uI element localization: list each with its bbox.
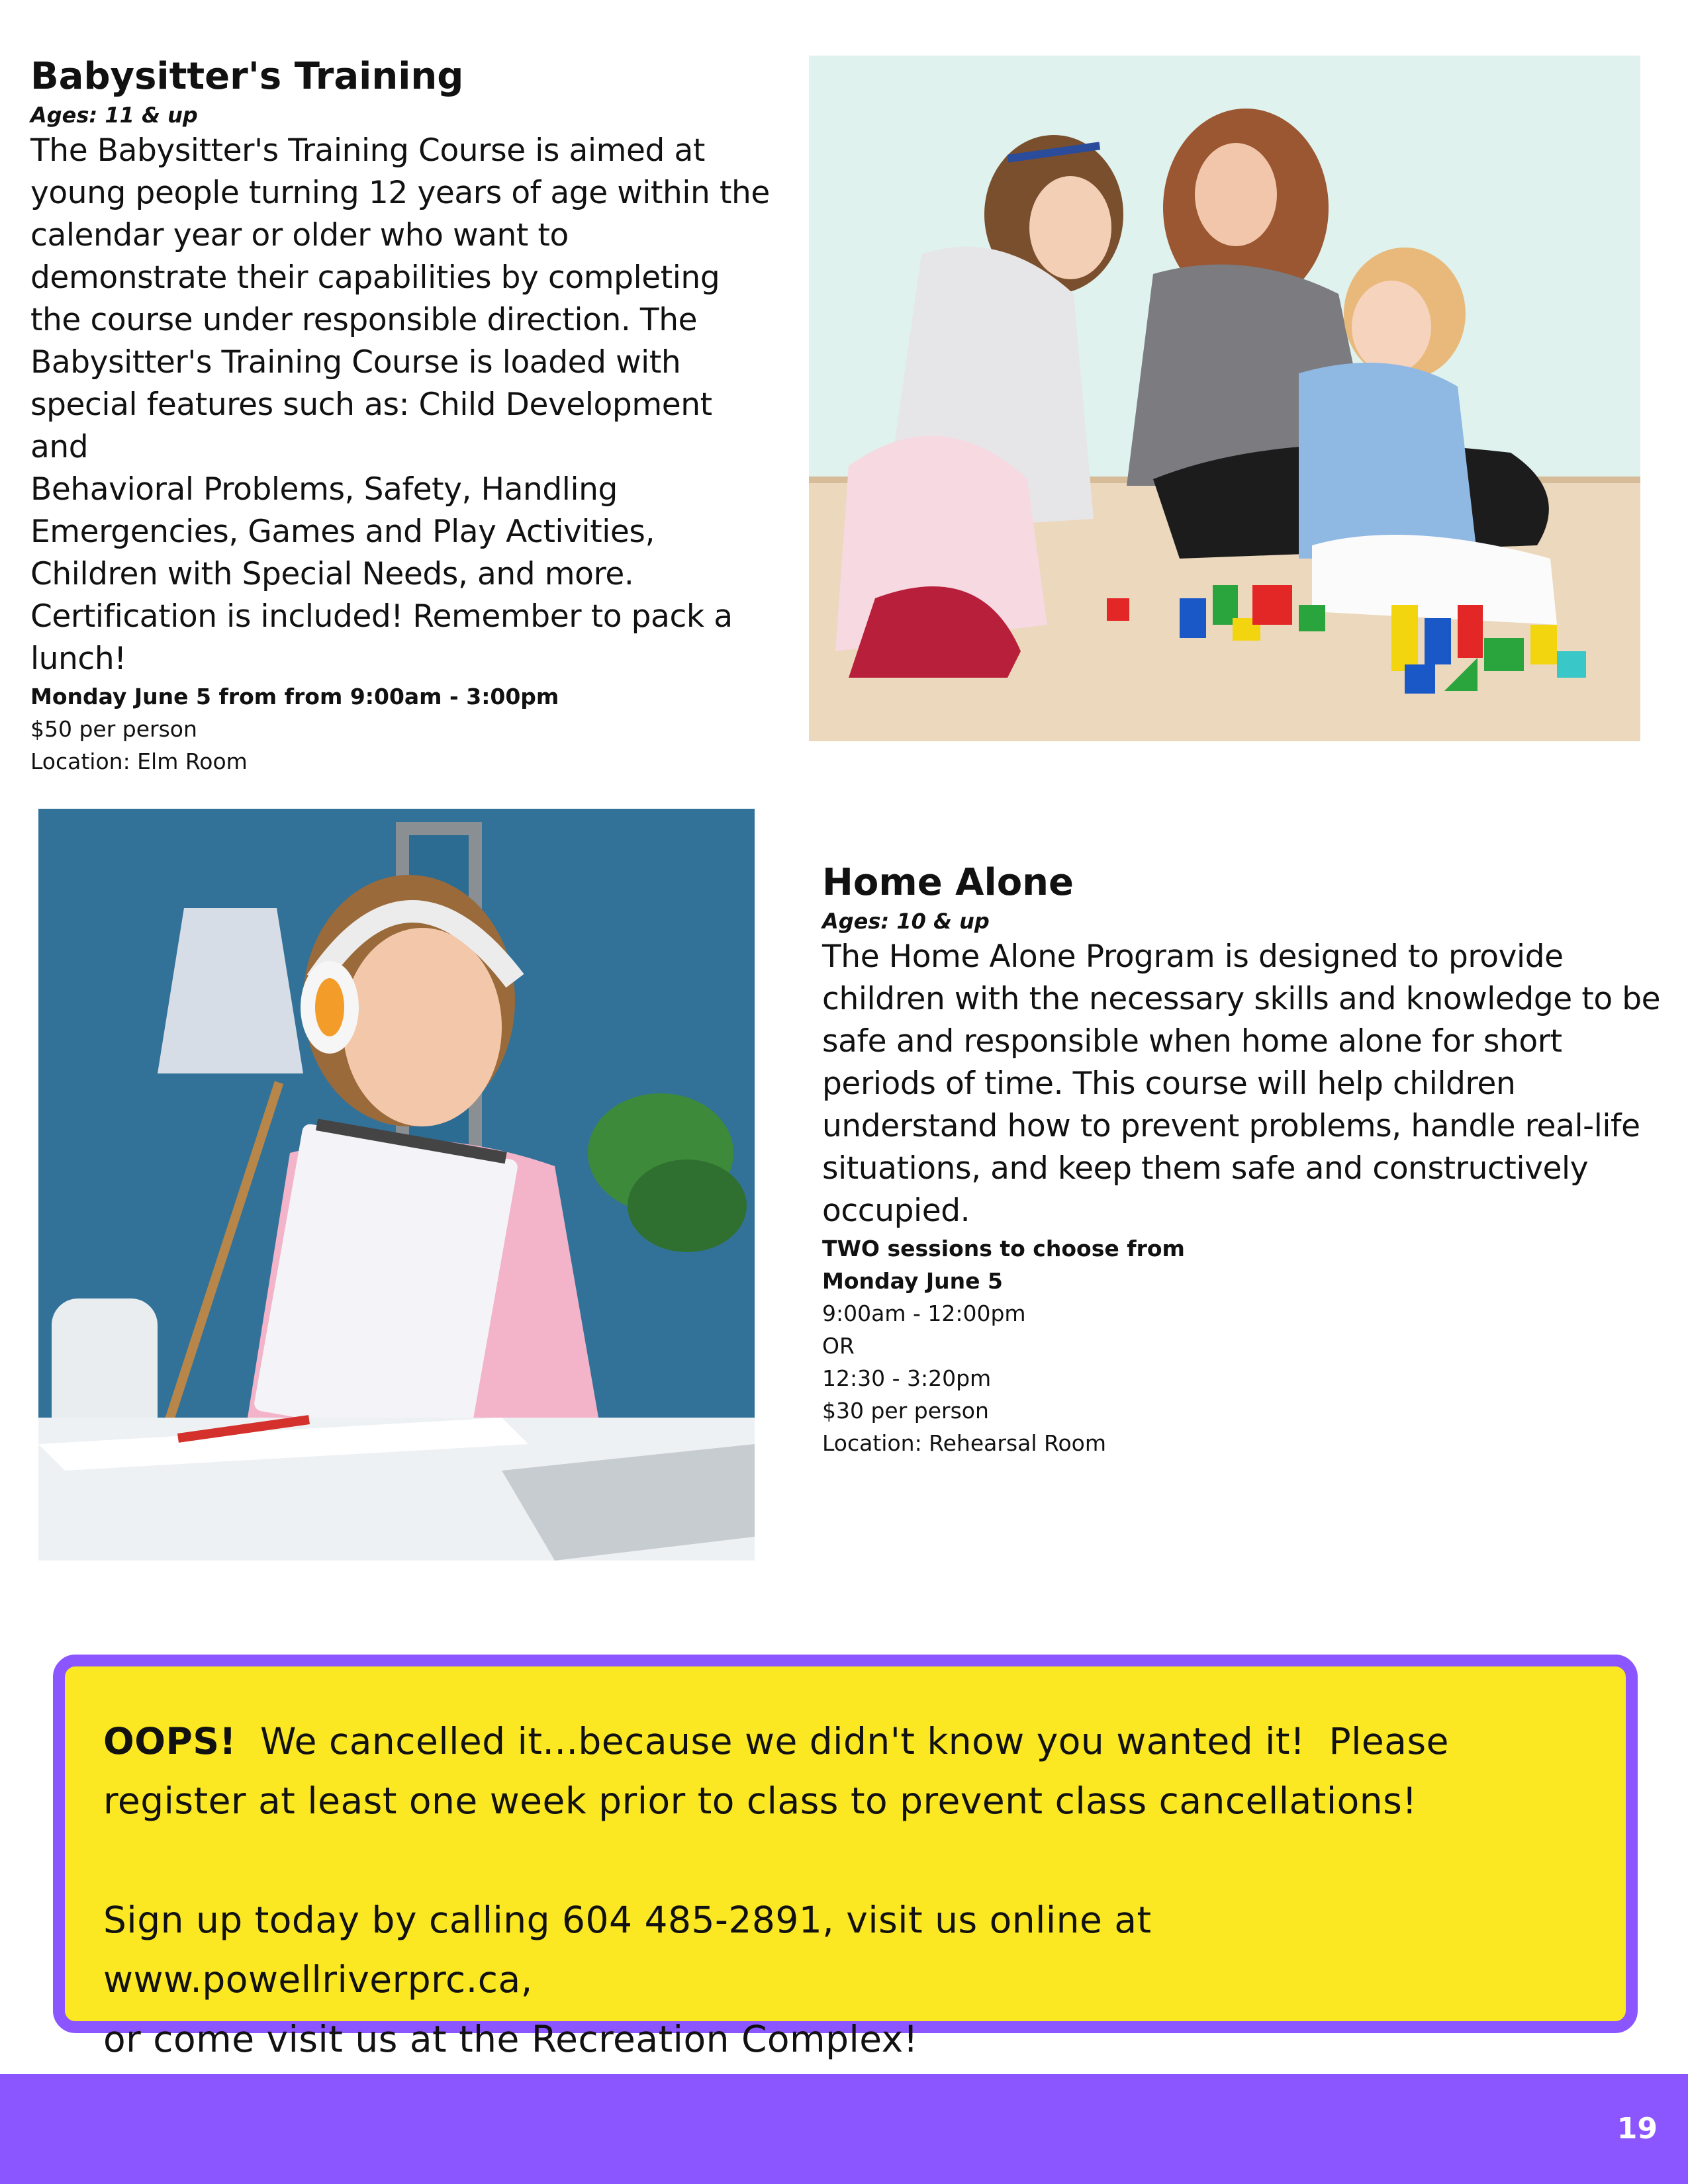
notice-line-1-text: We cancelled it...because we didn't know you wanted it! Please [236, 1720, 1449, 1762]
home-alone-time-2: 12:30 - 3:20pm [822, 1365, 992, 1391]
description-line: Certification is included! Remember to pack a [30, 598, 733, 635]
babysitter-title: Babysitter's Training [30, 55, 464, 98]
description-line: Children with Special Needs, and more. [30, 556, 634, 592]
description-line: situations, and keep them safe and constructively [822, 1150, 1589, 1187]
description-line: safe and responsible when home alone for short [822, 1023, 1562, 1060]
oops-label: OOPS! [103, 1720, 237, 1762]
page-number: 19 [1617, 2112, 1658, 2146]
home-alone-ages: Ages: 10 & up [822, 909, 990, 934]
home-alone-section [822, 859, 1663, 1459]
description-line: children with the necessary skills and knowledge to be [822, 981, 1661, 1017]
description-line: demonstrate their capabilities by completing [30, 259, 720, 296]
description-line: The Babysitter's Training Course is aimed at [30, 132, 705, 169]
description-line: The Home Alone Program is designed to provide [822, 938, 1564, 975]
babysitter-section [30, 53, 778, 778]
home-alone-time-1: 9:00am - 12:00pm [822, 1300, 1026, 1326]
footer-band [0, 2074, 1688, 2184]
description-line: special features such as: Child Development and [30, 387, 712, 465]
home-alone-or: OR [822, 1333, 855, 1359]
babysitter-price: $50 per person [30, 716, 197, 742]
home-alone-price: $30 per person [822, 1398, 989, 1424]
notice-line-3: Sign up today by calling 604 485-2891, visit us online at www.powellriverprc.ca, [103, 1899, 1152, 2001]
notice-line-2: register at least one week prior to class to prevent class cancellations! [103, 1780, 1417, 1822]
notice-line-1 [103, 1711, 1586, 1771]
girl-headphones-notepad-image [38, 809, 755, 1561]
description-line: the course under responsible direction. The [30, 302, 698, 338]
description-line: Babysitter's Training Course is loaded with [30, 344, 681, 381]
babysitter-location: Location: Elm Room [30, 749, 248, 774]
description-line: Behavioral Problems, Safety, Handling [30, 471, 618, 508]
babysitter-description [30, 130, 778, 680]
home-alone-description [822, 936, 1663, 1232]
description-line: understand how to prevent problems, handle real-life [822, 1108, 1640, 1144]
notice-spacer [103, 1831, 1586, 1890]
description-line: occupied. [822, 1193, 970, 1229]
babysitter-photo [809, 56, 1640, 741]
home-alone-location: Location: Rehearsal Room [822, 1430, 1106, 1456]
description-line: periods of time. This course will help children [822, 1066, 1516, 1102]
notice-line-4: or come visit us at the Recreation Complex! [103, 2018, 919, 2060]
cancellation-notice-box [53, 1655, 1638, 2060]
description-line: Emergencies, Games and Play Activities, [30, 514, 655, 550]
children-playing-blocks-image [809, 56, 1640, 741]
description-line: lunch! [30, 641, 126, 677]
babysitter-ages: Ages: 11 & up [30, 103, 198, 128]
description-line: calendar year or older who want to [30, 217, 569, 253]
description-line: young people turning 12 years of age within the [30, 175, 770, 211]
home-alone-photo [38, 809, 755, 1561]
home-alone-date: Monday June 5 [822, 1268, 1003, 1294]
home-alone-sessions-heading: TWO sessions to choose from [822, 1236, 1185, 1261]
babysitter-date: Monday June 5 from from 9:00am - 3:00pm [30, 684, 559, 709]
home-alone-title: Home Alone [822, 861, 1074, 904]
